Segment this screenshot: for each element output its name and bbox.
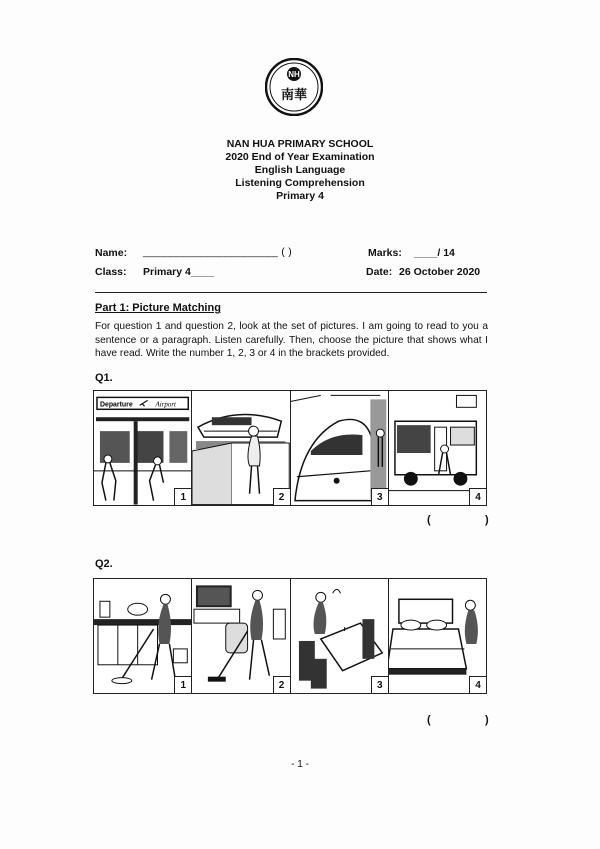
school-logo [265, 58, 323, 116]
q2-picture-3 [291, 579, 389, 693]
q2-answer-close-bracket: ) [485, 714, 489, 726]
q1-picture-2 [192, 391, 290, 505]
class-label: Class: [95, 266, 127, 278]
q2-picture-strip [93, 578, 487, 694]
marks-field[interactable]: ____/ 14 [414, 247, 455, 259]
date-value: 26 October 2020 [399, 266, 481, 278]
q1-answer-field[interactable] [436, 512, 482, 528]
q1-picture-1 [94, 391, 192, 505]
paper-title: Listening Comprehension [235, 177, 365, 189]
level-title: Primary 4 [276, 190, 324, 202]
q2-panel-number-2: 2 [273, 676, 290, 693]
q2-answer-field[interactable] [436, 712, 482, 728]
q1-panel-number-3: 3 [371, 488, 388, 505]
school-name: NAN HUA PRIMARY SCHOOL [226, 138, 374, 150]
name-label: Name: [95, 247, 128, 259]
name-field[interactable]: ______________________ ( ) [143, 246, 293, 258]
q1-answer-close-bracket: ) [485, 514, 489, 526]
q2-panel-number-3: 3 [371, 676, 388, 693]
q1-picture-strip [93, 390, 487, 506]
q1-answer-open-bracket: ( [427, 514, 431, 526]
subject-title: English Language [254, 164, 346, 176]
q2-answer-open-bracket: ( [427, 714, 431, 726]
q1-panel-number-2: 2 [273, 488, 290, 505]
q2-picture-1 [94, 579, 192, 693]
q2-picture-2 [192, 579, 290, 693]
date-label: Date: [366, 266, 393, 278]
departure-sign-text: Departure [99, 401, 133, 409]
exam-title: 2020 End of Year Examination [225, 151, 375, 163]
airport-sign-text: Airport [155, 400, 176, 409]
part1-instructions: For question 1 and question 2, look at the set of pictures. I am going to read to you a sentence or a paragraph. Listen carefully. Then, choose the picture that shows what I have read. Write the number 1, 2, 3 or 4 in the brackets provided. [95, 321, 488, 359]
q2-picture-4 [389, 579, 486, 693]
q1-panel-number-4: 4 [469, 488, 486, 505]
marks-label: Marks: [368, 247, 402, 259]
q1-label: Q1. [95, 372, 113, 384]
q2-panel-number-4: 4 [469, 676, 486, 693]
divider [95, 292, 487, 293]
q1-picture-3 [291, 391, 389, 505]
part1-title: Part 1: Picture Matching [95, 302, 221, 314]
q1-picture-4 [389, 391, 486, 505]
logo-initials: NH [288, 70, 300, 79]
page-number: - 1 - [291, 759, 309, 770]
class-field[interactable]: Primary 4____ [143, 266, 215, 278]
q2-label: Q2. [95, 558, 113, 570]
q2-panel-number-1: 1 [174, 676, 191, 693]
logo-chinese-text: 南華 [280, 88, 308, 103]
q1-panel-number-1: 1 [174, 488, 191, 505]
